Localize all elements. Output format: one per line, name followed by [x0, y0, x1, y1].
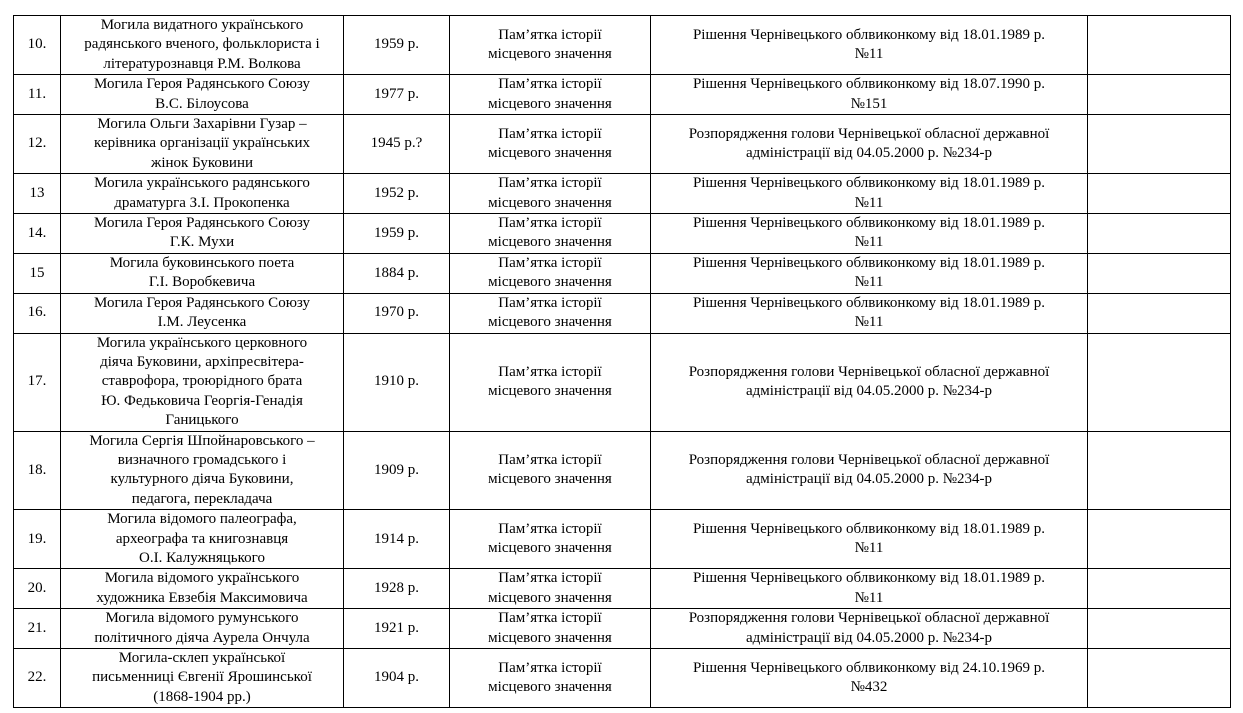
table-row — [14, 293, 1231, 333]
legal-document-cell: Рішення Чернівецького облвиконкому від 24.10.1969 р. №432 — [651, 649, 1088, 708]
table-row — [14, 609, 1231, 649]
monument-type-cell: Пам’ятка історії місцевого значення — [450, 253, 651, 293]
monument-type-cell: Пам’ятка історії місцевого значення — [450, 609, 651, 649]
table-row — [14, 75, 1231, 115]
note-cell — [1088, 609, 1231, 649]
legal-document-cell: Рішення Чернівецького облвиконкому від 18.01.1989 р. №11 — [651, 253, 1088, 293]
monument-type-cell: Пам’ятка історії місцевого значення — [450, 214, 651, 254]
legal-document-cell: Розпорядження голови Чернівецької обласної державної адміністрації від 04.05.2000 р. №234-р — [651, 609, 1088, 649]
date-cell: 1952 р. — [344, 174, 450, 214]
legal-document-cell: Рішення Чернівецького облвиконкому від 18.01.1989 р. №11 — [651, 214, 1088, 254]
monument-type-cell: Пам’ятка історії місцевого значення — [450, 115, 651, 174]
note-cell — [1088, 510, 1231, 569]
table-row — [14, 510, 1231, 569]
date-cell: 1959 р. — [344, 214, 450, 254]
date-cell: 1904 р. — [344, 649, 450, 708]
row-number-cell: 13 — [14, 174, 61, 214]
legal-document-cell: Рішення Чернівецького облвиконкому від 18.01.1989 р. №11 — [651, 174, 1088, 214]
row-number-cell: 17. — [14, 333, 61, 431]
table-row — [14, 569, 1231, 609]
object-name-cell: Могила Героя Радянського Союзу Г.К. Мухи — [61, 214, 344, 254]
legal-document-cell: Рішення Чернівецького облвиконкому від 18.01.1989 р. №11 — [651, 569, 1088, 609]
date-cell: 1959 р. — [344, 16, 450, 75]
date-cell: 1977 р. — [344, 75, 450, 115]
object-name-cell: Могила-склеп української письменниці Євгенії Ярошинської (1868-1904 рр.) — [61, 649, 344, 708]
row-number-cell: 19. — [14, 510, 61, 569]
row-number-cell: 11. — [14, 75, 61, 115]
object-name-cell: Могила українського церковного діяча Буковини, архіпресвітера- ставрофора, троюрідного брата Ю. Федьковича Георгія-Генадія Ганицького — [61, 333, 344, 431]
table-row — [14, 16, 1231, 75]
monument-type-cell: Пам’ятка історії місцевого значення — [450, 431, 651, 510]
table-row — [14, 431, 1231, 510]
note-cell — [1088, 253, 1231, 293]
monument-type-cell: Пам’ятка історії місцевого значення — [450, 174, 651, 214]
note-cell — [1088, 75, 1231, 115]
date-cell: 1945 р.? — [344, 115, 450, 174]
object-name-cell: Могила українського радянського драматурга З.І. Прокопенка — [61, 174, 344, 214]
object-name-cell: Могила Сергія Шпойнаровського – визначного громадського і культурного діяча Буковини, педагога, перекладача — [61, 431, 344, 510]
object-name-cell: Могила відомого румунського політичного діяча Аурела Ончула — [61, 609, 344, 649]
row-number-cell: 16. — [14, 293, 61, 333]
monument-type-cell: Пам’ятка історії місцевого значення — [450, 649, 651, 708]
monument-type-cell: Пам’ятка історії місцевого значення — [450, 16, 651, 75]
monument-type-cell: Пам’ятка історії місцевого значення — [450, 510, 651, 569]
legal-document-cell: Рішення Чернівецького облвиконкому від 18.01.1989 р. №11 — [651, 293, 1088, 333]
row-number-cell: 21. — [14, 609, 61, 649]
table-row — [14, 214, 1231, 254]
object-name-cell: Могила видатного українського радянського вченого, фольклориста і літературознавця Р.М. Волкова — [61, 16, 344, 75]
monument-type-cell: Пам’ятка історії місцевого значення — [450, 293, 651, 333]
row-number-cell: 20. — [14, 569, 61, 609]
legal-document-cell: Рішення Чернівецького облвиконкому від 18.01.1989 р. №11 — [651, 510, 1088, 569]
legal-document-cell: Розпорядження голови Чернівецької обласної державної адміністрації від 04.05.2000 р. №234-р — [651, 115, 1088, 174]
row-number-cell: 14. — [14, 214, 61, 254]
legal-document-cell: Розпорядження голови Чернівецької обласної державної адміністрації від 04.05.2000 р. №234-р — [651, 431, 1088, 510]
note-cell — [1088, 214, 1231, 254]
object-name-cell: Могила відомого українського художника Евзебія Максимовича — [61, 569, 344, 609]
row-number-cell: 10. — [14, 16, 61, 75]
object-name-cell: Могила Ольги Захарівни Гузар – керівника організації українських жінок Буковини — [61, 115, 344, 174]
object-name-cell: Могила Героя Радянського Союзу І.М. Леусенка — [61, 293, 344, 333]
legal-document-cell: Рішення Чернівецького облвиконкому від 18.07.1990 р. №151 — [651, 75, 1088, 115]
monument-type-cell: Пам’ятка історії місцевого значення — [450, 75, 651, 115]
row-number-cell: 22. — [14, 649, 61, 708]
monuments-table — [13, 15, 1231, 708]
date-cell: 1970 р. — [344, 293, 450, 333]
note-cell — [1088, 115, 1231, 174]
table-row — [14, 649, 1231, 708]
note-cell — [1088, 649, 1231, 708]
note-cell — [1088, 333, 1231, 431]
note-cell — [1088, 174, 1231, 214]
legal-document-cell: Розпорядження голови Чернівецької обласної державної адміністрації від 04.05.2000 р. №234-р — [651, 333, 1088, 431]
row-number-cell: 15 — [14, 253, 61, 293]
date-cell: 1914 р. — [344, 510, 450, 569]
note-cell — [1088, 293, 1231, 333]
note-cell — [1088, 431, 1231, 510]
date-cell: 1909 р. — [344, 431, 450, 510]
monument-type-cell: Пам’ятка історії місцевого значення — [450, 333, 651, 431]
date-cell: 1884 р. — [344, 253, 450, 293]
monument-type-cell: Пам’ятка історії місцевого значення — [450, 569, 651, 609]
table-row — [14, 333, 1231, 431]
date-cell: 1921 р. — [344, 609, 450, 649]
note-cell — [1088, 16, 1231, 75]
table-row — [14, 174, 1231, 214]
date-cell: 1910 р. — [344, 333, 450, 431]
table-row — [14, 115, 1231, 174]
object-name-cell: Могила буковинського поета Г.І. Воробкевича — [61, 253, 344, 293]
date-cell: 1928 р. — [344, 569, 450, 609]
monuments-table-body — [14, 16, 1231, 708]
row-number-cell: 18. — [14, 431, 61, 510]
table-row — [14, 253, 1231, 293]
object-name-cell: Могила Героя Радянського Союзу В.С. Білоусова — [61, 75, 344, 115]
object-name-cell: Могила відомого палеографа, археографа та книгознавця О.І. Калужняцького — [61, 510, 344, 569]
row-number-cell: 12. — [14, 115, 61, 174]
legal-document-cell: Рішення Чернівецького облвиконкому від 18.01.1989 р. №11 — [651, 16, 1088, 75]
note-cell — [1088, 569, 1231, 609]
